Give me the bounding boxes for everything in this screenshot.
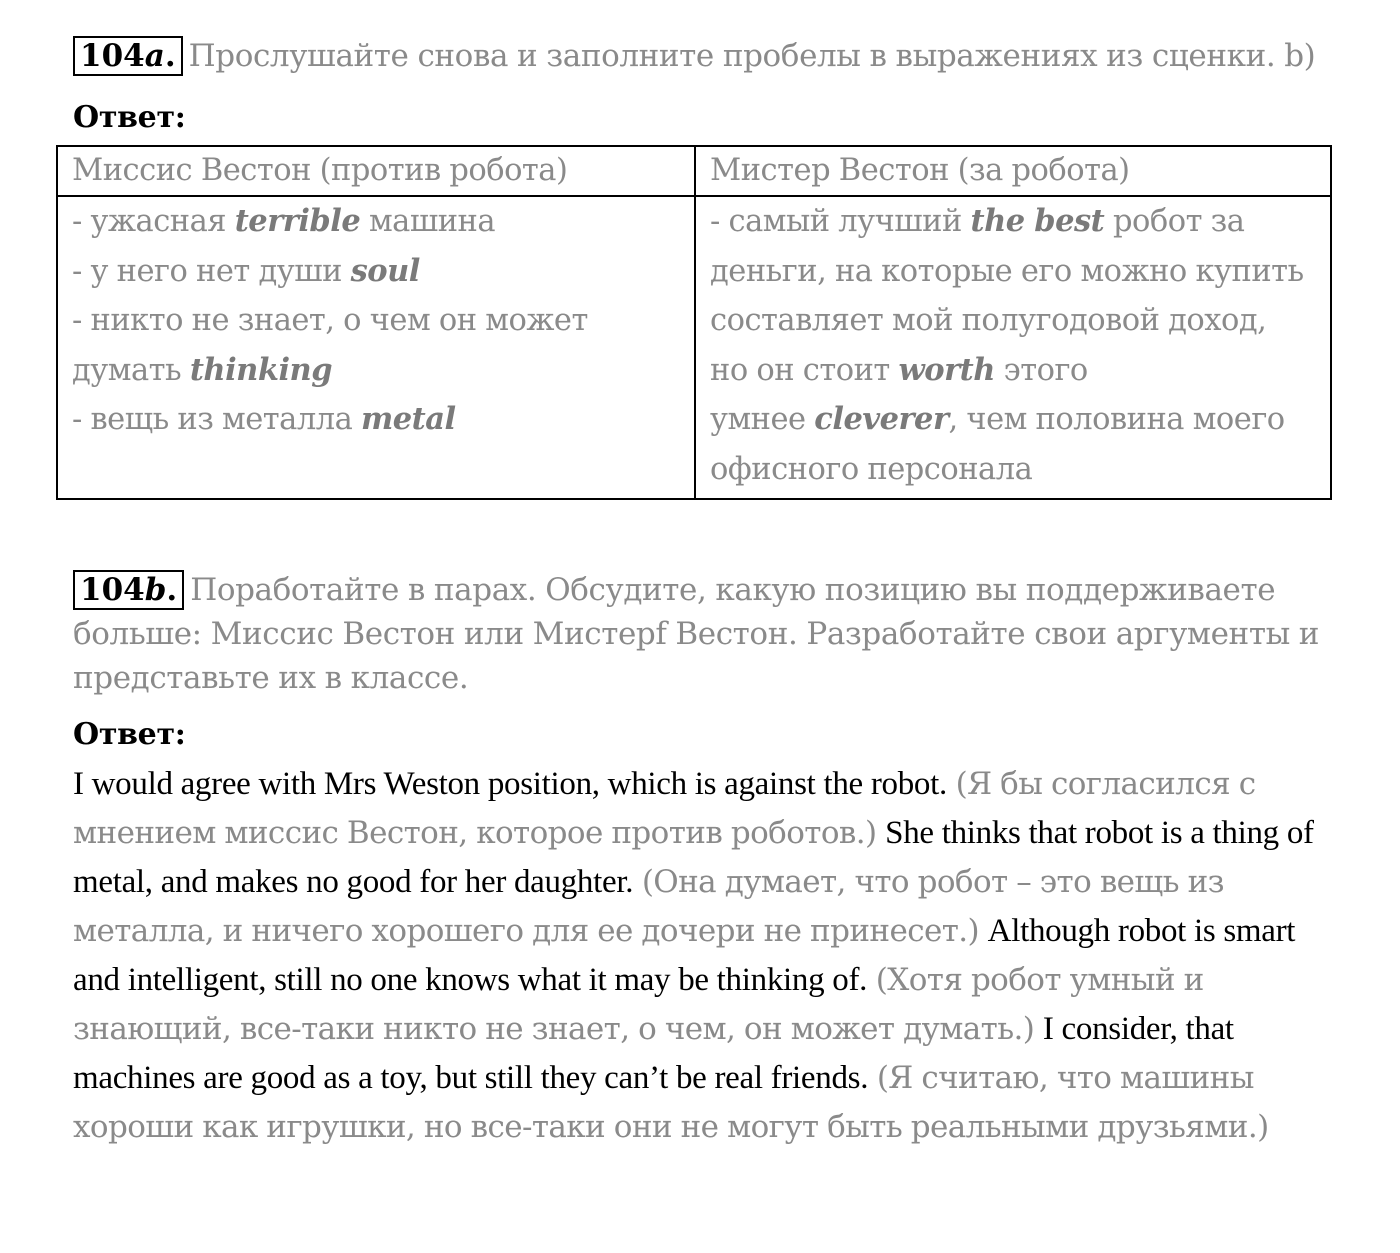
list-item [710,346,1318,396]
list-item [710,197,1318,296]
item-text: - никто не знает, о чем он может думать [72,303,588,388]
answer-table [56,145,1332,500]
item-text: робот за деньги, на которые его можно купить [710,204,1304,289]
item-text: этого [994,352,1088,388]
answer-label-a: Ответ: [73,100,186,135]
answer-word: soul [350,252,420,289]
item-text: машина [360,204,496,239]
header-mrs-weston: Миссис Вестон (против робота) [57,146,695,196]
list-item [72,296,682,395]
task-a-heading [73,34,1315,78]
item-text: - у него нет души [72,253,351,289]
list-item [710,395,1318,494]
russian-translation: (Она думает, что робот – это вещь из металла, и ничего хорошего для ее дочери не принесет.) [73,864,1224,949]
answer-word: cleverer [814,401,949,437]
item-text: - вещь из металла [72,402,361,437]
task-a-number-box [73,36,183,76]
task-b-letter: b [144,572,167,608]
item-text: - самый лучший [710,204,971,239]
header-mr-weston: Мистер Вестон (за робота) [695,146,1331,196]
answer-label-b: Ответ: [73,717,186,752]
english-sentence: Although robot is smart and intelligent, still no one knows what it may be thinking of. [73,913,1296,998]
english-sentence: I would agree with Mrs Weston position, which is against the robot. [73,766,947,802]
item-text: но он стоит [710,352,899,388]
list-item [72,247,682,297]
russian-translation: (Я считаю, что машины хороши как игрушки, но все-таки они не могут быть реальными друзьями.) [73,1060,1269,1145]
task-b-heading [73,568,1323,700]
item-text: умнее [710,402,815,437]
task-a-instruction: Прослушайте снова и заполните пробелы в выражениях из сценки. b) [188,38,1316,74]
task-b-instruction: Поработайте в парах. Обсудите, какую позицию вы поддерживаете больше: Миссис Вестон или Мистерf Вестон. Разработайте свои аргументы и представьте их в классе. [73,572,1320,696]
answer-word: thinking [189,351,333,388]
cell-mr-weston [695,196,1331,499]
list-item [710,296,1318,346]
answer-word: metal [361,401,456,437]
russian-translation: (Я бы согласился с мнением миссис Вестон, которое против роботов.) [73,766,1256,851]
english-sentence: I consider, that machines are good as a toy, but still they can’t be real friends. [73,1011,1234,1096]
task-a-letter: a [144,38,165,74]
answer-word: the best [970,203,1105,239]
task-a-number: 104 [80,38,145,74]
item-text: составляет мой полугодовой доход, [710,303,1267,338]
task-b-number-box [73,570,184,610]
task-a-dot: . [164,38,176,74]
list-item [72,197,682,247]
answer-paragraph [73,760,1333,1152]
task-b-dot: . [166,572,178,608]
list-item [72,395,682,445]
english-sentence: She thinks that robot is a thing of metal, and makes no good for her daughter. [73,815,1314,900]
russian-translation: (Хотя робот умный и знающий, все-таки никто не знает, о чем, он может думать.) [73,962,1204,1047]
answer-word: worth [898,351,995,388]
table-header-row [57,146,1331,196]
item-text: , чем половина моего офисного персонала [710,402,1285,487]
item-text: - ужасная [72,204,235,239]
cell-mrs-weston [57,196,695,499]
task-b-number: 104 [80,572,145,608]
table-body-row [57,196,1331,499]
answer-word: terrible [234,203,361,239]
